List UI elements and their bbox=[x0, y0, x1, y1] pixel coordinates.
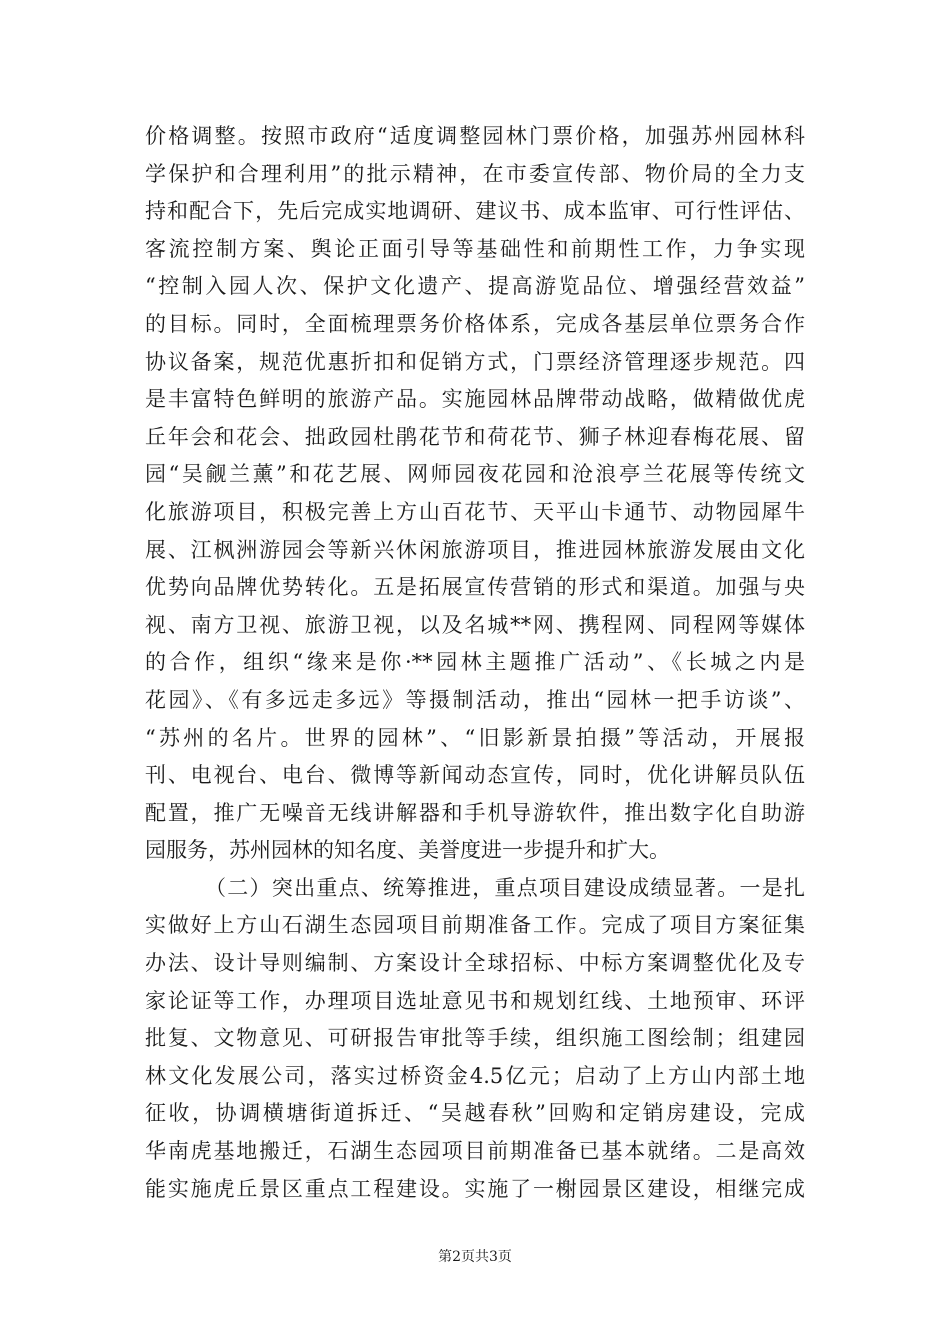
text-line: 优势向品牌优势转化。五是拓展宣传营销的形式和渠道。加强与央 bbox=[145, 575, 805, 600]
section-heading-line: （二）突出重点、统筹推进，重点项目建设成绩显著。一是扎 bbox=[205, 875, 805, 900]
text-line: 学保护和合理利用”的批示精神，在市委宣传部、物价局的全力支 bbox=[145, 161, 805, 186]
text-line: “控制入园人次、保护文化遗产、提高游览品位、增强经营效益” bbox=[145, 274, 805, 299]
body-text bbox=[145, 118, 805, 1208]
text-line: 能实施虎丘景区重点工程建设。实施了一榭园景区建设，相继完成 bbox=[145, 1176, 805, 1201]
text-line: “苏州的名片。世界的园林”、“旧影新景拍摄”等活动，开展报 bbox=[145, 725, 805, 750]
text-line: 展、江枫洲游园会等新兴休闲旅游项目，推进园林旅游发展由文化 bbox=[145, 537, 805, 562]
text-line: 华南虎基地搬迁，石湖生态园项目前期准备已基本就绪。二是高效 bbox=[145, 1139, 805, 1164]
text-line: 协议备案，规范优惠折扣和促销方式，门票经济管理逐步规范。四 bbox=[145, 349, 805, 374]
text-line: 家论证等工作，办理项目选址意见书和规划红线、土地预审、环评 bbox=[145, 988, 805, 1013]
text-line: 办法、设计导则编制、方案设计全球招标、中标方案调整优化及专 bbox=[145, 951, 805, 976]
paragraph-end-line: 园服务，苏州园林的知名度、美誉度进一步提升和扩大。 bbox=[145, 838, 670, 863]
text-line: 征收，协调横塘街道拆迁、“吴越春秋”回购和定销房建设，完成 bbox=[145, 1101, 805, 1126]
text-line: 的合作，组织“缘来是你·**园林主题推广活动”、《长城之内是 bbox=[145, 650, 805, 675]
text-line: 化旅游项目，积极完善上方山百花节、天平山卡通节、动物园犀牛 bbox=[145, 499, 805, 524]
text-line: 的目标。同时，全面梳理票务价格体系，完成各基层单位票务合作 bbox=[145, 311, 805, 336]
page-number-footer: 第2页共3页 bbox=[438, 1249, 512, 1265]
text-line: 价格调整。按照市政府“适度调整园林门票价格，加强苏州园林科 bbox=[145, 124, 805, 148]
text-line: 丘年会和花会、拙政园杜鹃花节和荷花节、狮子林迎春梅花展、留 bbox=[145, 424, 805, 449]
text-line: 配置，推广无噪音无线讲解器和手机导游软件，推出数字化自助游 bbox=[145, 800, 805, 825]
text-line: 持和配合下，先后完成实地调研、建议书、成本监审、可行性评估、 bbox=[145, 199, 805, 224]
text-line: 批复、文物意见、可研报告审批等手续，组织施工图绘制；组建园 bbox=[145, 1026, 805, 1051]
text-line: 客流控制方案、舆论正面引导等基础性和前期性工作，力争实现 bbox=[145, 236, 805, 261]
text-line: 刊、电视台、电台、微博等新闻动态宣传，同时，优化讲解员队伍 bbox=[145, 763, 805, 788]
text-line: 花园》、《有多远走多远》等摄制活动，推出“园林一把手访谈”、 bbox=[145, 687, 805, 712]
text-line: 是丰富特色鲜明的旅游产品。实施园林品牌带动战略，做精做优虎 bbox=[145, 387, 805, 412]
text-line: 园“吴觎兰薰”和花艺展、网师园夜花园和沧浪亭兰花展等传统文 bbox=[145, 462, 805, 487]
text-line: 视、南方卫视、旅游卫视，以及名城**网、携程网、同程网等媒体 bbox=[145, 612, 805, 637]
text-line: 实做好上方山石湖生态园项目前期准备工作。完成了项目方案征集 bbox=[145, 913, 805, 938]
text-line: 林文化发展公司，落实过桥资金4.5亿元；启动了上方山内部土地 bbox=[145, 1063, 805, 1088]
